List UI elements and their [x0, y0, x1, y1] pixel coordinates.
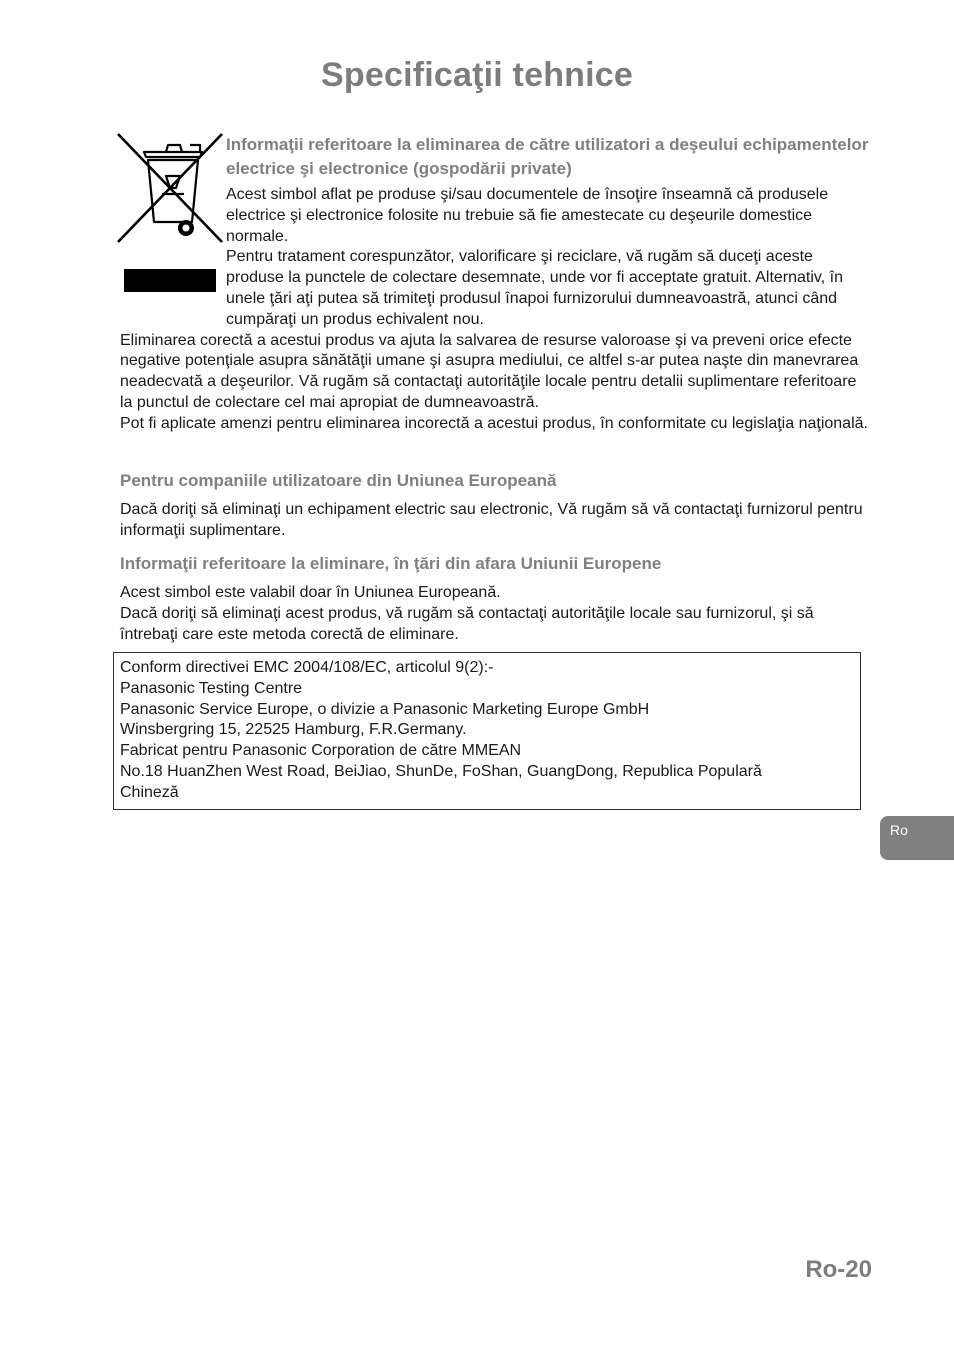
language-tab-label: Ro	[890, 822, 908, 838]
emc-line: Panasonic Service Europe, o divizie a Panasonic Marketing Europe GmbH	[120, 700, 650, 718]
emc-line: Chineză	[120, 783, 179, 801]
weee-heading: Informaţii referitoare la eliminarea de către utilizatori a deşeului echipamentelor electrice şi electronice (gospodării private)	[226, 135, 869, 178]
weee-section	[120, 133, 872, 435]
weee-paragraph: Pentru tratament corespunzător, valorificare şi reciclare, vă rugăm să duceţi aceste produse la punctele de colectare desemnate, unde vor fi acceptate gratuit. Alternativ, în unele ţări aţi putea să trimiteţi produsul înapoi furnizorului dumneavoastră, atunci când cumpăraţi un produs echivalent nou.	[226, 248, 843, 328]
page-number: Ro-20	[805, 1256, 872, 1283]
business-eu-heading: Pentru companiile utilizatoare din Uniunea Europeană	[120, 471, 557, 490]
outside-eu-text	[120, 583, 872, 645]
business-eu-text: Dacă doriţi să eliminaţi un echipament electric sau electronic, Vă rugăm să vă contactaţi furnizorul pentru informaţii suplimentare.	[120, 501, 863, 539]
weee-paragraph: Pot fi aplicate amenzi pentru eliminarea incorectă a acestui produs, în conformitate cu legislaţia naţională.	[120, 414, 868, 432]
emc-line: Conform directivei EMC 2004/108/EC, articolul 9(2):-	[120, 659, 494, 676]
emc-info-box	[113, 652, 861, 810]
outside-eu-paragraph: Dacă doriţi să eliminaţi acest produs, vă rugăm să contactaţi autorităţile locale sau furnizorul, şi să întrebaţi care este metoda corectă de eliminare.	[120, 604, 814, 643]
emc-line: Winsbergring 15, 22525 Hamburg, F.R.Germany.	[120, 721, 467, 739]
outside-eu-heading: Informaţii referitoare la eliminare, în ţări din afara Uniunii Europene	[120, 554, 662, 573]
weee-paragraph: Eliminarea corectă a acestui produs va ajuta la salvarea de resurse valoroase şi va preveni orice efecte negative potenţiale asupra sănătăţii umane şi asupra mediului, ce altfel s-ar putea naşte din manevrarea neadecvată a deşeurilor. Vă rugăm să contactaţi autorităţile locale pentru detalii suplimentare referitoare la punctul de colectare cel mai apropiat de dumneavoastră.	[120, 331, 859, 411]
emc-line: Fabricat pentru Panasonic Corporation de către MMEAN	[120, 742, 522, 760]
language-tab	[880, 816, 954, 860]
outside-eu-paragraph: Acest simbol este valabil doar în Uniunea Europeană.	[120, 584, 501, 601]
page-title: Specificaţii tehnice	[321, 56, 633, 94]
weee-paragraph: Acest simbol aflat pe produse şi/sau documentele de însoţire înseamnă că produsele electrice şi electronice folosite nu trebuie să fie amestecate cu deşeurile domestice normale.	[226, 186, 829, 245]
emc-line: No.18 HuanZhen West Road, BeiJiao, ShunDe, FoShan, GuangDong, Republica Populară	[120, 762, 762, 780]
emc-line: Panasonic Testing Centre	[120, 679, 303, 697]
